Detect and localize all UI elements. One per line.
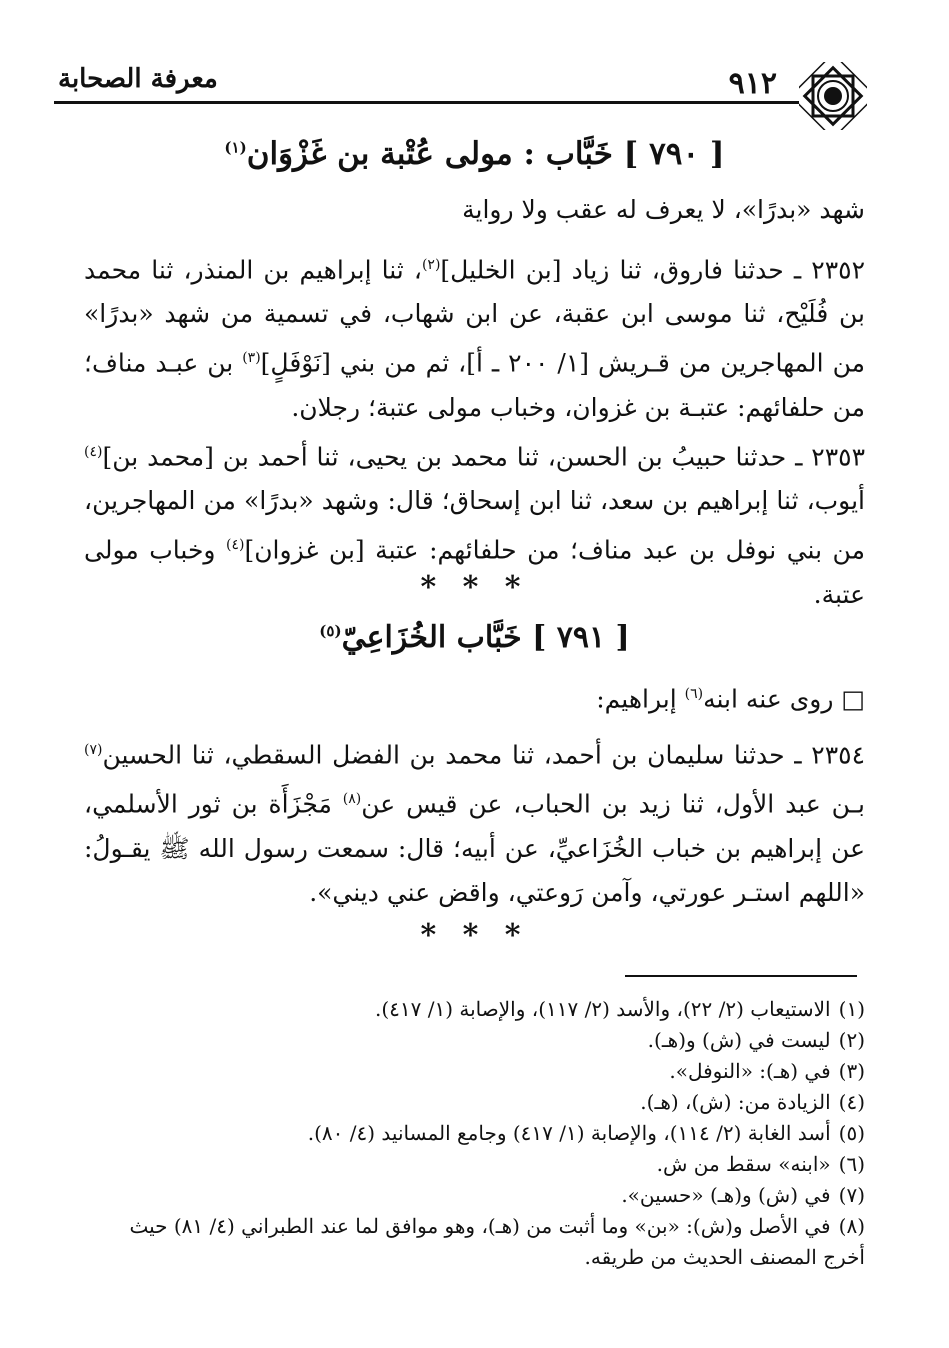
footnote-item <box>84 1118 865 1149</box>
footnote-item <box>84 1056 865 1087</box>
footnote-ref: (٤) <box>84 444 103 460</box>
footnote-text: الاستيعاب (٢/ ٢٢)، والأسد (٢/ ١١٧)، والإصابة (١/ ٤١٧). <box>374 997 831 1021</box>
footnote-item <box>84 1087 865 1118</box>
hadith-text: مَجْزَأَة بن ثور الأسلمي، عن إبراهيم بن خباب الخُزَاعيِّ، عن أبيه؛ قال: سمعت رسول الله ﷺ يقـولُ: «اللهم استـر عورتي، وآمن رَوعتي، واقض عني ديني». <box>84 789 865 907</box>
hadith-text: ٢٣٥٤ ـ حدثنا سليمان بن أحمد، ثنا محمد بن الفضل السقطي، ثنا الحسين <box>102 740 865 770</box>
intro-text: إبراهيم: <box>596 684 685 714</box>
hadith-2354 <box>84 728 865 915</box>
footnote-ref: (٢) <box>421 257 441 273</box>
entry-791-title: [ ٧٩١ ] خَبَّاب الخُزَاعِيّ <box>341 620 630 655</box>
page-number: ٩١٢ <box>728 66 777 101</box>
footnote-text: «ابنه» سقط من ش. <box>656 1152 831 1176</box>
footnote-ref: (٣) <box>242 350 261 367</box>
section-separator: * * * <box>420 918 529 953</box>
hadith-text: بـن عبد الأول، ثنا زيد بن الحباب، عن قيس عن <box>361 789 865 819</box>
footnotes <box>84 994 865 1273</box>
running-head: معرفة الصحابة <box>58 64 218 94</box>
footnote-number: (٦) <box>838 1152 865 1176</box>
footnote-number: (٣) <box>838 1059 865 1083</box>
footnote-text: في الأصل و(ش): «بن» وما أثبت من (هـ)، وهو موافق لما عند الطبراني (٤/ ٨١) حيث أخرج المصنف الحديث من طريقه. <box>129 1214 865 1269</box>
footnote-item <box>84 994 865 1025</box>
entry-791-intro <box>84 672 865 721</box>
hadith-text: ٢٣٥٢ ـ حدثنا فاروق، ثنا زياد [بن الخليل] <box>440 255 865 285</box>
footnote-rule <box>625 975 857 977</box>
hadith-text: ، ثنا إبراهيم بن المنذر، ثنا محمد بن فُلَيْح، ثنا موسى ابن عقبة، عن ابن شهاب، في تسمية من شهد «بدرًا» من المهاجرين من قـريش [١/ ٢٠٠ ـ أ]، ثم من بني [نَوْفَلٍ] <box>84 255 865 378</box>
entry-790-title: [ ٧٩٠ ] خَبَّاب : مولى عُتْبة بن غَزْوَان <box>246 136 725 172</box>
hadith-2352 <box>84 243 865 430</box>
footnote-number: (٤) <box>838 1090 865 1114</box>
entry-790-intro: شهد «بدرًا»، لا يعرف له عقب ولا رواية <box>462 195 865 224</box>
footnote-ref: (٤) <box>225 537 245 554</box>
footnote-ref: (٨) <box>342 791 362 808</box>
intro-text: □ روى عنه ابنه <box>703 684 865 714</box>
entry-791-heading <box>0 620 949 655</box>
footnote-item <box>84 1180 865 1211</box>
hadith-text: أيوب، ثنا إبراهيم بن سعد، ثنا ابن إسحاق؛ قال: وشهد «بدرًا» من المهاجرين، من بني نوفل بن عبد مناف؛ من حلفائهم: عتبة [بن غزوان] <box>84 486 865 565</box>
hadith-text: وخباب مولى عتبة. <box>84 535 865 609</box>
footnote-number: (٥) <box>838 1121 865 1145</box>
hadith-text: ٢٣٥٣ ـ حدثنا حبيبُ بن الحسن، ثنا محمد بن يحيى، ثنا أحمد بن [محمد بن] <box>102 442 865 472</box>
footnote-ref: (٧) <box>84 742 103 758</box>
footnote-ref: (٦) <box>684 686 704 702</box>
octagram-ornament-icon <box>799 62 867 130</box>
entry-790-heading <box>0 136 949 172</box>
footnote-ref: (٥) <box>319 622 342 640</box>
header-rule <box>54 101 799 104</box>
footnote-item <box>84 1149 865 1180</box>
footnote-item <box>84 1025 865 1056</box>
footnote-number: (٨) <box>838 1214 865 1238</box>
footnote-text: الزيادة من: (ش)، (هـ). <box>640 1090 831 1114</box>
hadith-text: بن عبـد مناف؛ من حلفائهم: عتبـة بن غزوان، وخباب مولى عتبة؛ رجلان. <box>84 348 865 422</box>
footnote-number: (١) <box>838 997 865 1021</box>
footnote-text: ليست في (ش) و(هـ). <box>647 1028 831 1052</box>
footnote-text: في (هـ): «النوفل». <box>669 1059 831 1083</box>
footnote-item <box>84 1211 865 1273</box>
section-separator: * * * <box>420 570 529 605</box>
footnote-ref: (١) <box>224 138 247 157</box>
footnote-text: أسد الغابة (٢/ ١١٤)، والإصابة (١/ ٤١٧) وجامع المسانيد (٤/ ٨٠). <box>307 1121 831 1145</box>
footnote-number: (٢) <box>838 1028 865 1052</box>
footnote-text: في (ش) و(هـ) «حسين». <box>621 1183 831 1207</box>
footnote-number: (٧) <box>838 1183 865 1207</box>
